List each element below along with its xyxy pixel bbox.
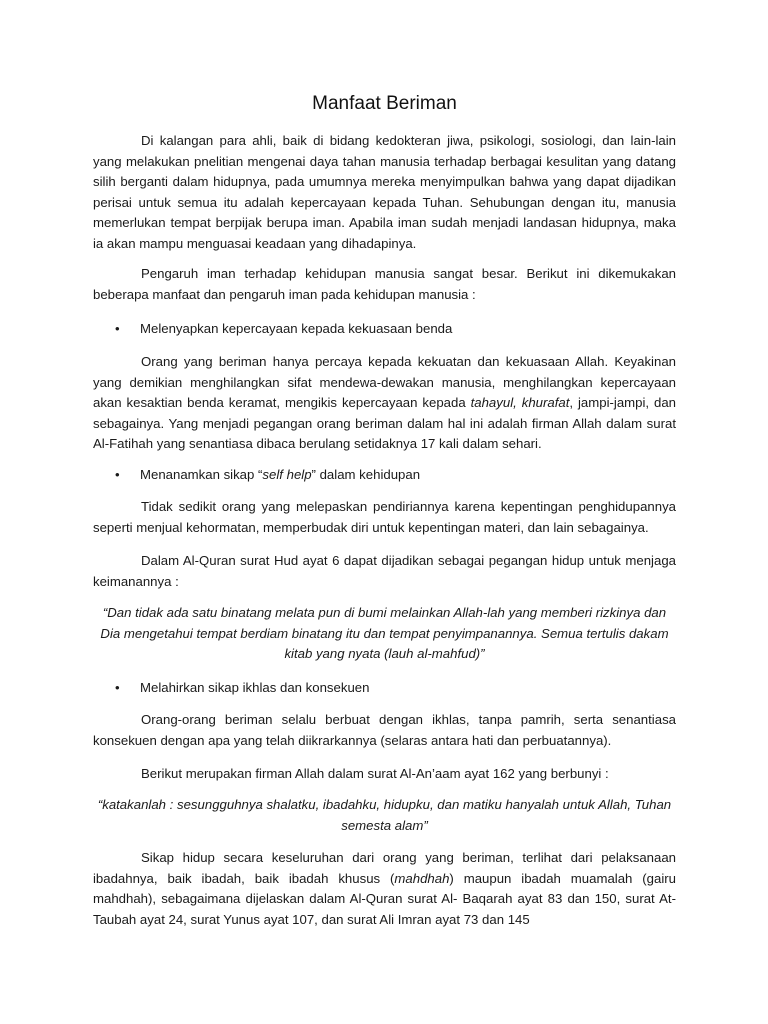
bullet-item-1-label: Melenyapkan kepercayaan kepada kekuasaan benda (140, 321, 453, 336)
term-khurafat: khurafat (521, 395, 570, 410)
bullet-icon: • (115, 321, 120, 336)
quote-hud-line-2: Dia mengetahui tempat berdiam binatang itu dan tempat penyimpanannya. Semua tertulis dakam (100, 625, 669, 641)
quote-anaam (93, 795, 676, 836)
term-mahdhah: mahdhah (394, 870, 450, 886)
paragraph-influence: Pengaruh iman terhadap kehidupan manusia sangat besar. Berikut ini dikemukakan beberapa manfaat dan pengaruh iman pada kehidupan manusia : (93, 266, 676, 302)
quote-anaam-line-1: “katakanlah : sesungguhnya shalatku, ibadahku, hidupku, dan matiku hanyalah untuk Allah, Tuhan (97, 797, 672, 812)
paragraph-sincere: Orang-orang beriman selalu berbuat dengan ikhlas, tanpa pamrih, serta senantiasa konsekuen dengan apa yang telah diikrarkannya (selaras antara hati dan perbuatannya). (93, 712, 676, 748)
bullet-item-2-label: Menanamkan sikap “self help” dalam kehidupan (140, 467, 421, 482)
paragraph-anaam: Berikut merupakan firman Allah dalam surat Al-An’aam ayat 162 yang berbunyi : (141, 766, 609, 781)
page-title: Manfaat Beriman (312, 93, 457, 114)
bullet-item-3-label: Melahirkan sikap ikhlas dan konsekuen (140, 680, 370, 695)
bullet-icon: • (115, 467, 120, 482)
paragraph-belief-text-b: , jampi-jampi, dan sebagainya. Yang menjadi pegangan orang beriman dalam hal ini adalah firman Allah dalam surat Al-Fatihah yang senantiasa dibaca berulang setidaknya 17 kali dalam sehari. (93, 395, 676, 451)
bullet-icon: • (115, 680, 120, 695)
quote-hud (93, 603, 676, 665)
quote-hud-line-1: “Dan tidak ada satu binatang melata pun di bumi melainkan Allah-lah yang memberi rizkinya dan (102, 605, 667, 620)
paragraph-belief-text-a: Orang yang beriman hanya percaya kepada kekuatan dan kekuasaan Allah. Keyakinan yang demikian menghilangkan sifat mendewa-dewakan manusia, menghilangkan kepercayaan akan kesaktian benda keramat, mengikis kepercayaan kepada (93, 354, 676, 410)
paragraph-belief (93, 352, 676, 455)
paragraph-intro: Di kalangan para ahli, baik di bidang kedokteran jiwa, psikologi, sosiologi, dan lain-lain yang melakukan pnelitian mengenai daya tahan manusia terhadap berbagai kesulitan yang datang silih berganti dalam hidupnya, pada umumnya mereka menyimpulkan bahwa yang dapat dijadikan perisai untuk semua itu adalah kepercayaan kepada Tuhan. Sehubungan dengan itu, manusia memerlukan tempat berpijak berupa iman. Apabila iman sudah menjadi landasan hidupnya, maka ia akan mampu menguasai keadaan yang dihadapinya. (93, 133, 676, 251)
quote-anaam-line-2: semesta alam” (341, 817, 428, 833)
paragraph-attitude: Sikap hidup secara keseluruhan dari orang yang beriman, terlihat dari pelaksanaan ibadahnya, baik ibadah, baik ibadah khusus (mahdhah) maupun ibadah muamalah (gairu mahdhah), sebagaimana dijelaskan dalam Al-Quran surat Al- Baqarah ayat 83 dan 150, surat At-Taubah ayat 24, surat Yunus ayat 107, dan surat Ali Imran ayat 73 dan 145 (93, 850, 677, 927)
term-self-help: self help (262, 467, 312, 482)
term-tahayul: tahayul, (470, 395, 517, 410)
paragraph-hud: Dalam Al-Quran surat Hud ayat 6 dapat dijadikan sebagai pegangan hidup untuk menjaga keimanannya : (93, 553, 676, 589)
quote-hud-line-3: kitab yang nyata (lauh al-mahfud)” (284, 646, 485, 661)
paragraph-self-help: Tidak sedikit orang yang melepaskan pendiriannya karena kepentingan penghidupannya seperti menjual kehormatan, memperbudak diri untuk kepentingan materi, dan lain sebagainya. (93, 499, 676, 535)
